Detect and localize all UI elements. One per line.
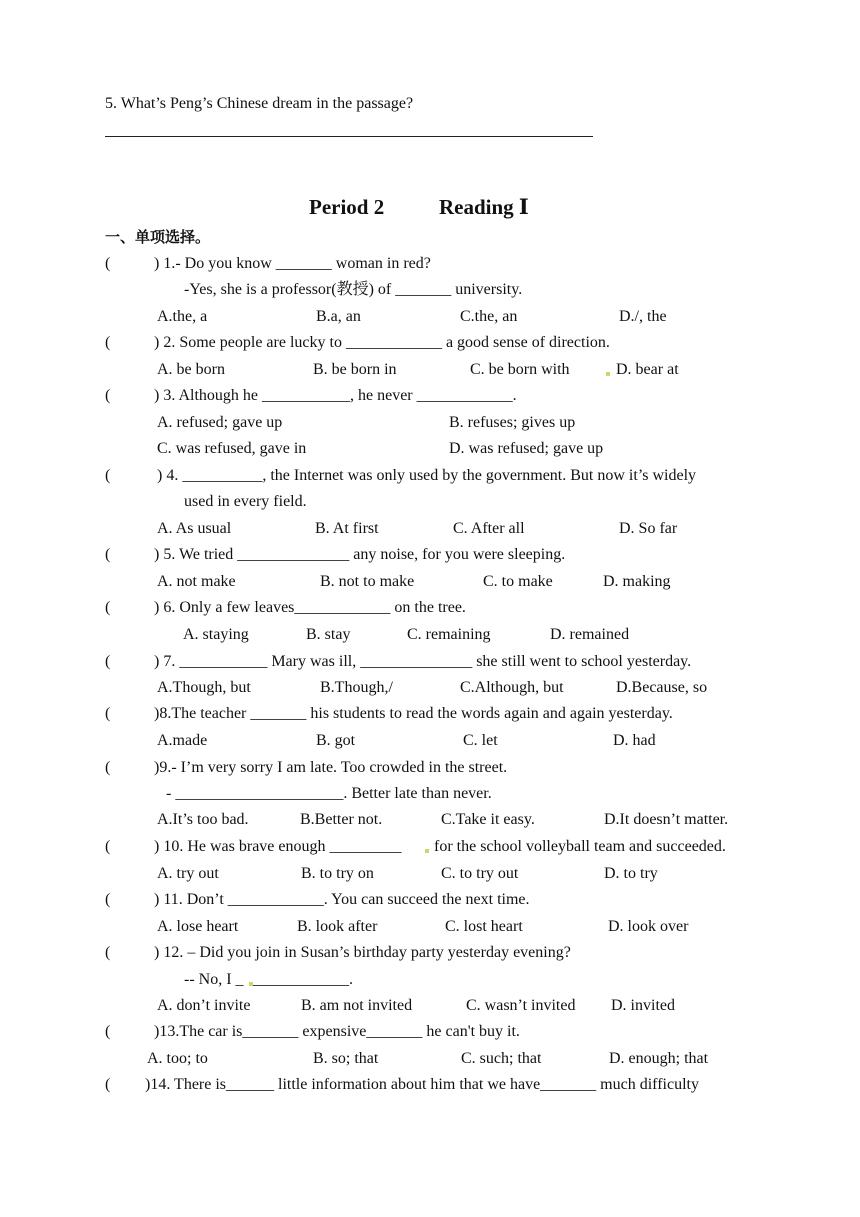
option-d: D.It doesn’t matter. [604, 811, 729, 828]
answer-paren: ( [105, 334, 111, 351]
option-c: C.Take it easy. [441, 811, 535, 828]
option-b: B.Better not. [300, 811, 383, 828]
option-a: A. don’t invite [157, 997, 251, 1014]
option-c: C. wasn’t invited [466, 997, 576, 1014]
option-a: A. As usual [157, 520, 232, 537]
question-stem: ) 6. Only a few leaves____________ on the tree. [154, 599, 466, 616]
option-b: B. be born in [313, 361, 397, 378]
option-a: A.It’s too bad. [157, 811, 249, 828]
answer-paren: ( [105, 1076, 111, 1093]
option-a: A.the, a [157, 308, 208, 325]
option-d: D. had [613, 732, 656, 749]
question-stem: )14. There is______ little information about him that we have_______ much difficulty [145, 1076, 699, 1093]
option-b: B. At first [315, 520, 379, 537]
option-d: D. making [603, 573, 671, 590]
answer-paren: ( [105, 387, 111, 404]
page-title: Period 2 [309, 195, 385, 219]
highlight-mark [606, 372, 610, 376]
option-d: D. to try [604, 865, 658, 882]
option-d: D.Because, so [616, 679, 708, 696]
question-stem-end: for the school volleyball team and succeeded. [430, 838, 726, 855]
option-a: A.Though, but [157, 679, 251, 696]
option-a: A. staying [183, 626, 249, 643]
option-d: D./, the [619, 308, 667, 325]
option-d: D. was refused; gave up [449, 440, 604, 457]
option-b: B. so; that [313, 1050, 379, 1067]
option-a: A. refused; gave up [157, 414, 283, 431]
question-stem-cont: used in every field. [184, 493, 307, 510]
option-d: D. remained [550, 626, 630, 643]
answer-line [105, 136, 593, 137]
answer-paren: ( [105, 759, 111, 776]
option-c: C.Although, but [460, 679, 564, 696]
option-c: C.the, an [460, 308, 518, 325]
question-stem: )8.The teacher _______ his students to read the words again and again yesterday. [154, 705, 673, 722]
option-b: B. am not invited [301, 997, 413, 1014]
option-c: C. be born with [470, 361, 570, 378]
page-subtitle: Reading Ⅰ [439, 195, 529, 219]
question-stem-cont: - _____________________. Better late than never. [166, 785, 492, 802]
answer-paren: ( [105, 653, 111, 670]
option-d: D. invited [611, 997, 675, 1014]
question-stem: ) 11. Don’t ____________. You can succeed the next time. [154, 891, 530, 908]
answer-paren: ( [105, 705, 111, 722]
question-stem: ) 1.- Do you know _______ woman in red? [154, 255, 431, 272]
question-stem: )13.The car is_______ expensive_______ he can't buy it. [154, 1023, 520, 1040]
option-c: C. to try out [441, 865, 519, 882]
answer-paren: ( [105, 944, 111, 961]
option-a: A. try out [157, 865, 219, 882]
question-stem: ) 2. Some people are lucky to ____________ a good sense of direction. [154, 334, 610, 351]
option-c: C. After all [453, 520, 525, 537]
question-stem: ) 12. – Did you join in Susan’s birthday party yesterday evening? [154, 944, 571, 961]
option-c: C. let [463, 732, 498, 749]
option-b: B. not to make [320, 573, 415, 590]
answer-paren: ( [105, 467, 111, 484]
option-b: B.Though,/ [320, 679, 393, 696]
question-stem: ) 7. ___________ Mary was ill, ______________ she still went to school yesterday. [154, 653, 692, 670]
option-c: C. was refused, gave in [157, 440, 307, 457]
option-b: B. refuses; gives up [449, 414, 576, 431]
question-stem-blank: ____________. [253, 971, 353, 988]
option-a: A. not make [157, 573, 236, 590]
option-c: C. lost heart [445, 918, 523, 935]
option-a: A.made [157, 732, 208, 749]
previous-question: 5. What’s Peng’s Chinese dream in the passage? [105, 95, 414, 112]
question-stem: ) 10. He was brave enough _________ [154, 838, 402, 855]
option-d: D. bear at [616, 361, 679, 378]
option-c: C. such; that [461, 1050, 542, 1067]
option-a: A. be born [157, 361, 225, 378]
option-b: B. to try on [301, 865, 374, 882]
answer-paren: ( [105, 255, 111, 272]
option-b: B. look after [297, 918, 378, 935]
question-stem: ) 5. We tried ______________ any noise, for you were sleeping. [154, 546, 566, 563]
answer-paren: ( [105, 838, 111, 855]
option-d: D. enough; that [609, 1050, 709, 1067]
question-stem-cont: -Yes, she is a professor(教授) of _______ university. [184, 281, 523, 298]
option-c: C. remaining [407, 626, 491, 643]
question-stem: ) 3. Although he ___________, he never ____________. [154, 387, 517, 404]
option-a: A. lose heart [157, 918, 239, 935]
question-stem: )9.- I’m very sorry I am late. Too crowded in the street. [154, 759, 508, 776]
option-d: D. So far [619, 520, 678, 537]
option-b: B.a, an [316, 308, 361, 325]
option-c: C. to make [483, 573, 553, 590]
answer-paren: ( [105, 891, 111, 908]
option-d: D. look over [608, 918, 689, 935]
section-heading: 一、单项选择。 [105, 228, 211, 246]
option-a: A. too; to [147, 1050, 208, 1067]
answer-paren: ( [105, 1023, 111, 1040]
answer-paren: ( [105, 599, 111, 616]
answer-paren: ( [105, 546, 111, 563]
highlight-mark [425, 849, 429, 853]
question-stem: ) 4. __________, the Internet was only used by the government. But now it’s widely [157, 467, 697, 484]
option-b: B. got [316, 732, 356, 749]
option-b: B. stay [306, 626, 351, 643]
question-stem-cont: -- No, I _ [184, 971, 244, 988]
